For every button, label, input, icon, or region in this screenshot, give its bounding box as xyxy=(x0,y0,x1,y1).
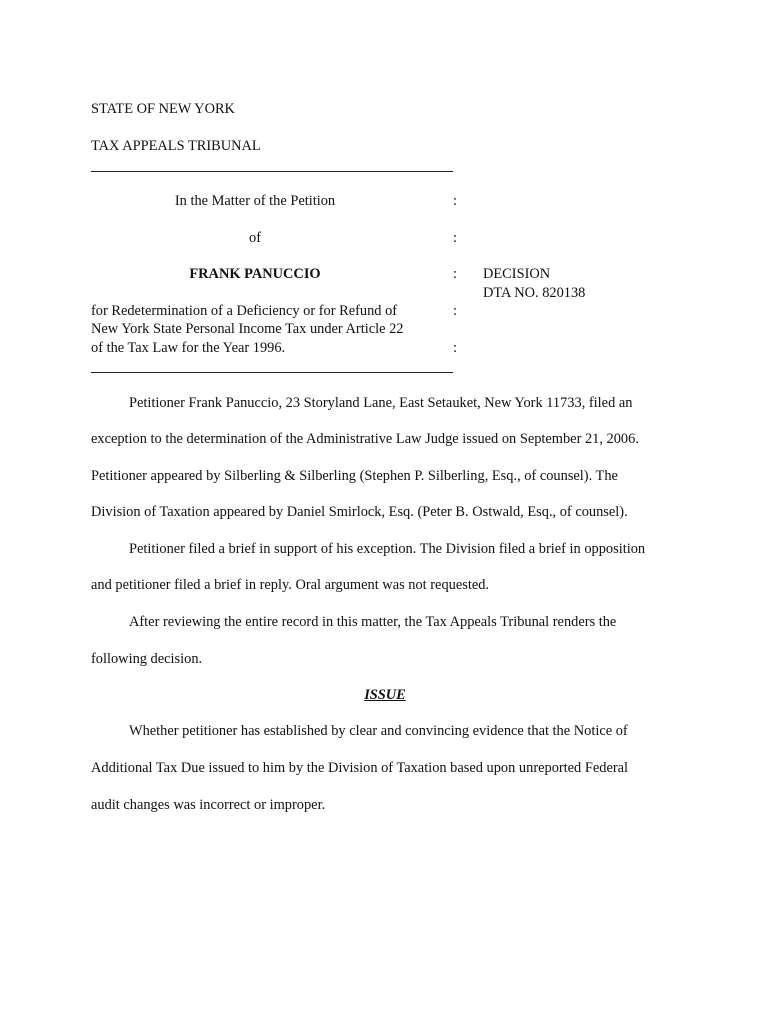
body-line: exception to the determination of the Administrative Law Judge issued on September 21, 2006. xyxy=(91,431,639,447)
body-line: Division of Taxation appeared by Daniel Smirlock, Esq. (Peter B. Ostwald, Esq., of counsel). xyxy=(91,504,628,520)
caption-petitioner-name: FRANK PANUCCIO xyxy=(189,266,321,282)
issue-line: Whether petitioner has established by clear and convincing evidence that the Notice of xyxy=(129,723,628,739)
body-line: Petitioner filed a brief in support of his exception. The Division filed a brief in opposition xyxy=(129,541,646,557)
body-line: Petitioner appeared by Silberling & Silberling (Stephen P. Silberling, Esq., of counsel). The xyxy=(91,468,618,484)
tribunal-heading: TAX APPEALS TRIBUNAL xyxy=(91,138,261,154)
caption-colon-3: : xyxy=(453,266,457,282)
issue-line: Additional Tax Due issued to him by the Division of Taxation based upon unreported Federal xyxy=(91,760,629,776)
dta-number: DTA NO. 820138 xyxy=(483,285,586,301)
body-line: following decision. xyxy=(91,651,203,667)
caption-colon-1: : xyxy=(453,193,457,209)
state-heading: STATE OF NEW YORK xyxy=(91,101,235,117)
caption-colon-2: : xyxy=(453,230,457,246)
body-line: After reviewing the entire record in this matter, the Tax Appeals Tribunal renders the xyxy=(129,614,617,630)
caption-purpose-line: of the Tax Law for the Year 1996. xyxy=(91,340,286,356)
body-line: and petitioner filed a brief in reply. Oral argument was not requested. xyxy=(91,577,490,593)
caption-colon-4: : xyxy=(453,303,457,319)
caption-bottom-rule xyxy=(91,372,453,373)
issue-line: audit changes was incorrect or improper. xyxy=(91,797,326,813)
caption-top-rule xyxy=(91,171,453,172)
caption-colon-5: : xyxy=(453,340,457,356)
issue-heading: ISSUE xyxy=(364,687,406,703)
caption-matter: In the Matter of the Petition xyxy=(174,193,336,209)
caption-of: of xyxy=(249,230,261,246)
caption-purpose-line: for Redetermination of a Deficiency or for Refund of xyxy=(91,303,398,319)
body-line: Petitioner Frank Panuccio, 23 Storyland Lane, East Setauket, New York 11733, filed an xyxy=(129,395,633,411)
caption-purpose-line: New York State Personal Income Tax under Article 22 xyxy=(91,321,404,337)
decision-label: DECISION xyxy=(483,266,551,282)
